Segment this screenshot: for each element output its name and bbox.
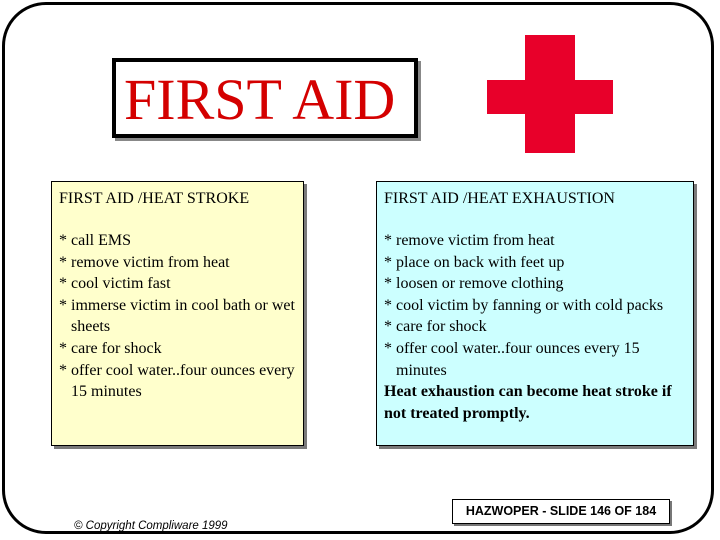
list-item: * call EMS [59, 232, 131, 249]
red-cross-icon [487, 35, 613, 153]
list-item: * offer cool water..four ounces every 15 minutes [384, 339, 640, 379]
title-box [112, 58, 418, 138]
list-item: * offer cool water..four ounces every 15 minutes [59, 361, 295, 401]
list-item: * place on back with feet up [384, 253, 565, 271]
heat-stroke-panel [51, 181, 304, 446]
list-item: * immerse victim in cool bath or wet sheets [59, 296, 295, 336]
heat-exhaustion-panel [376, 181, 694, 446]
list-item: * care for shock [384, 318, 487, 336]
list-item: * cool victim by fanning or with cold packs [384, 296, 664, 314]
slide-frame [2, 2, 714, 534]
slide-title: FIRST AID [124, 67, 396, 132]
heat-exhaustion-list [384, 230, 686, 424]
heat-stroke-title: FIRST AID /HEAT STROKE [59, 190, 250, 207]
heat-exhaustion-title: FIRST AID /HEAT EXHAUSTION [384, 190, 615, 207]
list-item: * remove victim from heat [384, 232, 555, 249]
list-item: * loosen or remove clothing [384, 275, 564, 293]
slide-number-box: HAZWOPER - SLIDE 146 OF 184 [452, 499, 670, 524]
list-item: * remove victim from heat [59, 253, 230, 271]
list-item: * cool victim fast [59, 275, 171, 293]
heat-stroke-list [59, 230, 299, 403]
heat-exhaustion-warning: Heat exhaustion can become heat stroke if not treated promptly. [384, 383, 672, 422]
list-item: * care for shock [59, 339, 162, 357]
copyright-text: © Copyright Compliware 1999 [74, 520, 228, 532]
